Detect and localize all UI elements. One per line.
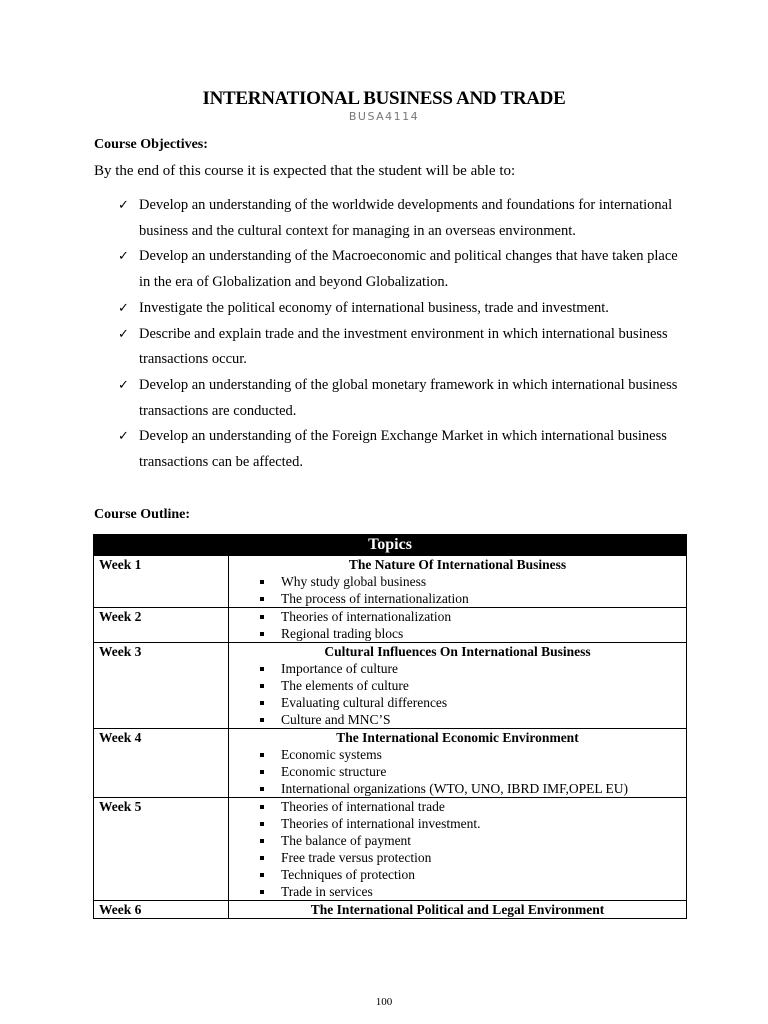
table-row <box>94 729 687 798</box>
objective-text: Develop an understanding of the global monetary framework in which international business transactions are conducted. <box>139 376 678 419</box>
list-item: Theories of internationalization <box>229 608 686 625</box>
list-item: International organizations (WTO, UNO, IBRD IMF,OPEL EU) <box>229 780 686 797</box>
list-item: Economic structure <box>229 763 686 780</box>
table-header-topics: Topics <box>94 535 687 556</box>
list-item: Theories of international investment. <box>229 815 686 832</box>
topic-title: Cultural Influences On International Business <box>324 644 591 659</box>
checkmark-icon: ✓ <box>118 326 129 342</box>
list-item: The balance of payment <box>229 832 686 849</box>
table-row <box>94 556 687 608</box>
objective-text: Develop an understanding of the Macroeconomic and political changes that have taken place in the era of Globalization and beyond Globalization. <box>139 248 678 291</box>
list-item: The elements of culture <box>229 677 686 694</box>
topic-cell <box>229 901 687 919</box>
topic-cell <box>229 798 687 901</box>
objectives-heading: Course Objectives: <box>94 137 208 152</box>
course-code: BUSA4114 <box>348 110 420 123</box>
table-row <box>94 798 687 901</box>
topic-items <box>229 660 686 728</box>
list-item: Economic systems <box>229 746 686 763</box>
week-cell: Week 5 <box>94 798 229 901</box>
topic-cell <box>229 556 687 608</box>
week-cell: Week 4 <box>94 729 229 798</box>
topic-items <box>229 573 686 607</box>
week-cell: Week 3 <box>94 643 229 729</box>
topic-title: The Nature Of International Business <box>348 557 567 572</box>
checkmark-icon: ✓ <box>118 377 129 393</box>
topic-items <box>229 746 686 797</box>
topic-items <box>229 608 686 642</box>
outline-heading: Course Outline: <box>94 507 191 522</box>
topic-title: The International Political and Legal Environment <box>310 902 605 917</box>
objective-item <box>118 193 678 244</box>
checkmark-icon: ✓ <box>118 429 129 445</box>
objective-text: Describe and explain trade and the investment environment in which international business transactions occur. <box>139 325 668 368</box>
document-title: INTERNATIONAL BUSINESS AND TRADE <box>202 88 566 109</box>
topic-cell <box>229 643 687 729</box>
table-row <box>94 608 687 643</box>
list-item: Why study global business <box>229 573 686 590</box>
checkmark-icon: ✓ <box>118 249 129 265</box>
table-row <box>94 643 687 729</box>
objectives-list <box>118 193 678 476</box>
list-item: Trade in services <box>229 883 686 900</box>
objectives-intro: By the end of this course it is expected that the student will be able to: <box>94 163 516 179</box>
list-item: Techniques of protection <box>229 866 686 883</box>
objective-item <box>118 373 678 424</box>
topic-items <box>229 798 686 900</box>
topic-cell <box>229 729 687 798</box>
course-outline-table <box>93 534 687 919</box>
checkmark-icon: ✓ <box>118 198 129 213</box>
topic-title: The International Economic Environment <box>336 730 579 745</box>
list-item: Evaluating cultural differences <box>229 694 686 711</box>
objective-text: Develop an understanding of the Foreign Exchange Market in which international business transactions can be affected. <box>139 428 667 471</box>
checkmark-icon: ✓ <box>118 300 129 316</box>
list-item: Theories of international trade <box>229 798 686 815</box>
objective-item <box>118 424 678 475</box>
week-cell: Week 1 <box>94 556 229 608</box>
list-item: Culture and MNC’S <box>229 711 686 728</box>
list-item: Importance of culture <box>229 660 686 677</box>
objective-text: Develop an understanding of the worldwide developments and foundations for international business and the cultural context for managing in an overseas environment. <box>139 197 673 239</box>
table-row <box>94 901 687 919</box>
week-cell: Week 6 <box>94 901 229 919</box>
list-item: Free trade versus protection <box>229 849 686 866</box>
table-header-row <box>94 535 687 556</box>
objective-item <box>118 296 678 322</box>
week-cell: Week 2 <box>94 608 229 643</box>
page-number: 100 <box>375 996 393 1008</box>
list-item: The process of internationalization <box>229 590 686 607</box>
topic-cell <box>229 608 687 643</box>
objective-text: Investigate the political economy of international business, trade and investment. <box>139 299 609 316</box>
list-item: Regional trading blocs <box>229 625 686 642</box>
objective-item <box>118 322 678 373</box>
objective-item <box>118 244 678 295</box>
